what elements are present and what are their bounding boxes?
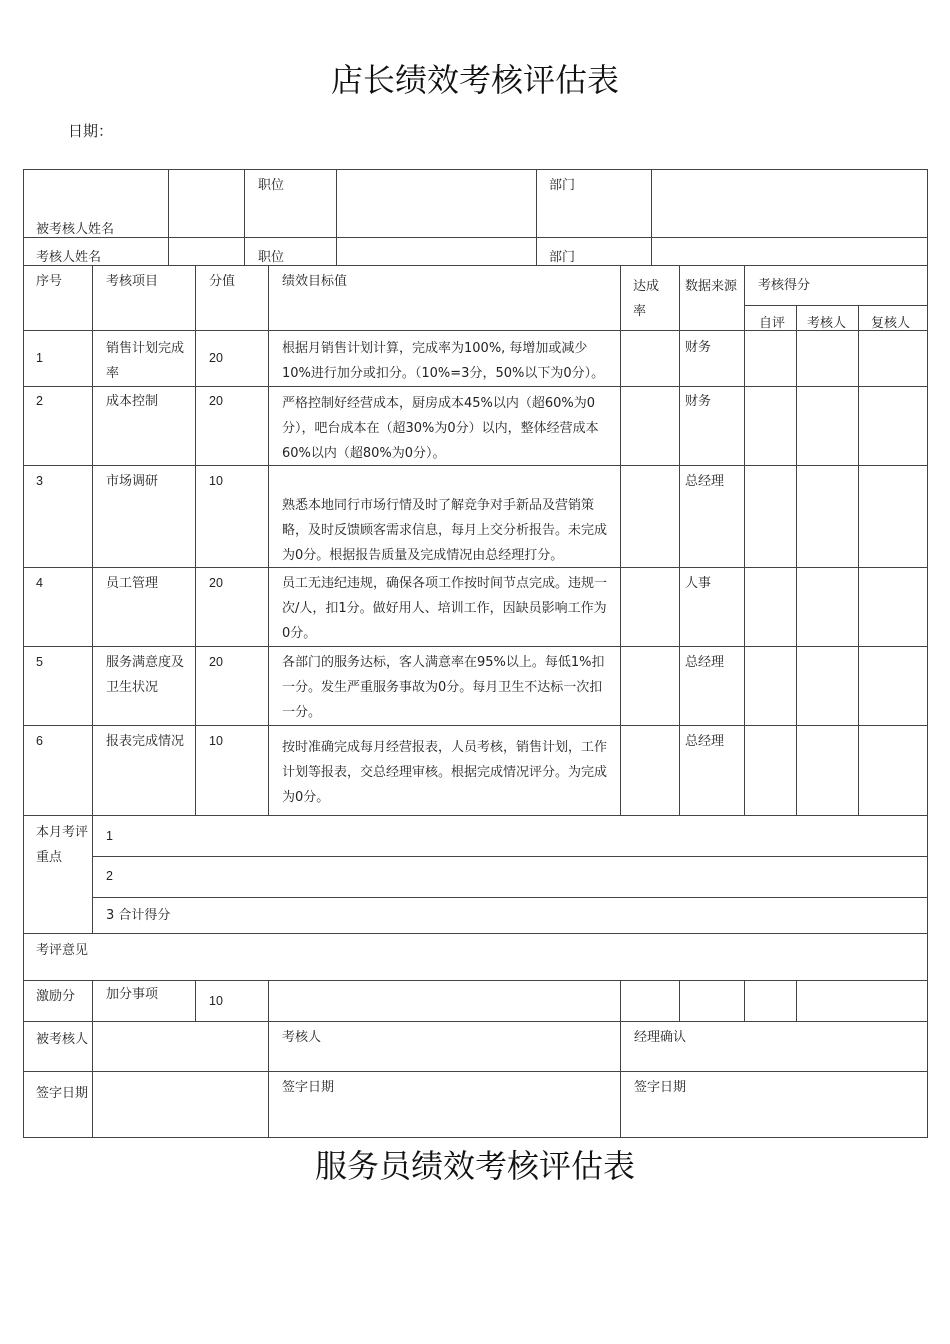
sign-date-label-2: 签字日期 xyxy=(282,1080,335,1095)
next-form-title: 服务员绩效考核评估表 xyxy=(314,1147,635,1185)
row-2-item: 成本控制 xyxy=(106,394,159,409)
col-examiner: 考核人 xyxy=(807,316,847,331)
col-target: 绩效目标值 xyxy=(282,274,348,289)
department-label: 部门 xyxy=(549,178,576,193)
sign-date-label-1: 签字日期 xyxy=(36,1086,89,1101)
row-1-item: 销售计划完成率 xyxy=(106,341,185,381)
row-2-score: 20 xyxy=(209,394,223,408)
date-label: 日期： xyxy=(68,122,114,140)
row-5-source: 总经理 xyxy=(685,655,725,670)
position-label-2: 职位 xyxy=(258,250,285,265)
col-item: 考核项目 xyxy=(106,274,159,289)
row-5-score: 20 xyxy=(209,655,223,669)
col-score: 分值 xyxy=(209,274,236,289)
sign-date-label-3: 签字日期 xyxy=(634,1080,687,1095)
row-6-item: 报表完成情况 xyxy=(106,734,185,749)
row-5-no: 5 xyxy=(36,655,43,669)
opinion-label: 考评意见 xyxy=(36,943,89,958)
examiner-name-label: 考核人姓名 xyxy=(36,250,102,265)
col-source: 数据来源 xyxy=(685,279,738,294)
bonus-item: 加分事项 xyxy=(106,987,159,1002)
row-2-source: 财务 xyxy=(685,394,712,409)
row-3-target: 熟悉本地同行市场行情及时了解竞争对手新品及营销策略，及时反馈顾客需求信息，每月上交分析报告。未完成为0分。根据报告质量及完成情况由总经理打分。 xyxy=(282,498,608,563)
row-5-item: 服务满意度及卫生状况 xyxy=(106,655,185,695)
focus-item-1: 1 xyxy=(106,829,113,843)
row-2-target: 严格控制好经营成本，厨房成本45%以内（超60%为0分），吧台成本在（超30%为0分）以内，整体经营成本60%以内（超80%为0分）。 xyxy=(282,396,599,461)
row-1-no: 1 xyxy=(36,351,43,365)
department-label-2: 部门 xyxy=(549,250,576,265)
col-no: 序号 xyxy=(36,274,63,289)
row-2-no: 2 xyxy=(36,394,43,408)
row-6-target: 按时准确完成每月经营报表，人员考核，销售计划，工作计划等报表，交总经理审核。根据完成情况评分。为完成为0分。 xyxy=(282,740,608,805)
focus-label: 本月考评重点 xyxy=(36,825,89,865)
row-1-target: 根据月销售计划计算，完成率为100%, 每增加或减少10%进行加分或扣分。（10%=3分，50%以下为0分）。 xyxy=(282,341,605,381)
sign-manager-label: 经理确认 xyxy=(634,1030,687,1045)
col-rate: 达成率 xyxy=(633,279,660,319)
row-1-source: 财务 xyxy=(685,340,712,355)
row-4-source: 人事 xyxy=(685,576,712,591)
focus-item-3: 3 合计得分 xyxy=(106,908,171,923)
row-6-source: 总经理 xyxy=(685,734,725,749)
row-1-score: 20 xyxy=(209,351,223,365)
examinee-name-label: 被考核人姓名 xyxy=(36,222,115,237)
row-3-item: 市场调研 xyxy=(106,474,159,489)
row-3-no: 3 xyxy=(36,474,43,488)
row-4-score: 20 xyxy=(209,576,223,590)
row-6-score: 10 xyxy=(209,734,223,748)
col-self: 自评 xyxy=(759,316,786,331)
row-3-source: 总经理 xyxy=(685,474,725,489)
row-4-no: 4 xyxy=(36,576,43,590)
row-4-item: 员工管理 xyxy=(106,576,159,591)
sign-examiner-label: 考核人 xyxy=(282,1030,322,1045)
focus-item-2: 2 xyxy=(106,869,113,883)
bonus-label: 激励分 xyxy=(36,989,76,1004)
page-title: 店长绩效考核评估表 xyxy=(330,61,619,99)
row-4-target: 员工无违纪违规，确保各项工作按时间节点完成。违规一次/人，扣1分。做好用人、培训工作，因缺员影响工作为0分。 xyxy=(282,576,608,641)
col-reviewer: 复核人 xyxy=(871,316,911,331)
position-label: 职位 xyxy=(258,178,285,193)
row-6-no: 6 xyxy=(36,734,43,748)
row-5-target: 各部门的服务达标，客人满意率在95%以上。每低1%扣一分。发生严重服务事故为0分。每月卫生不达标一次扣一分。 xyxy=(282,655,605,720)
bonus-score: 10 xyxy=(209,994,223,1008)
col-eval: 考核得分 xyxy=(758,278,811,293)
row-3-score: 10 xyxy=(209,474,223,488)
sign-examinee-label: 被考核人 xyxy=(36,1032,89,1047)
